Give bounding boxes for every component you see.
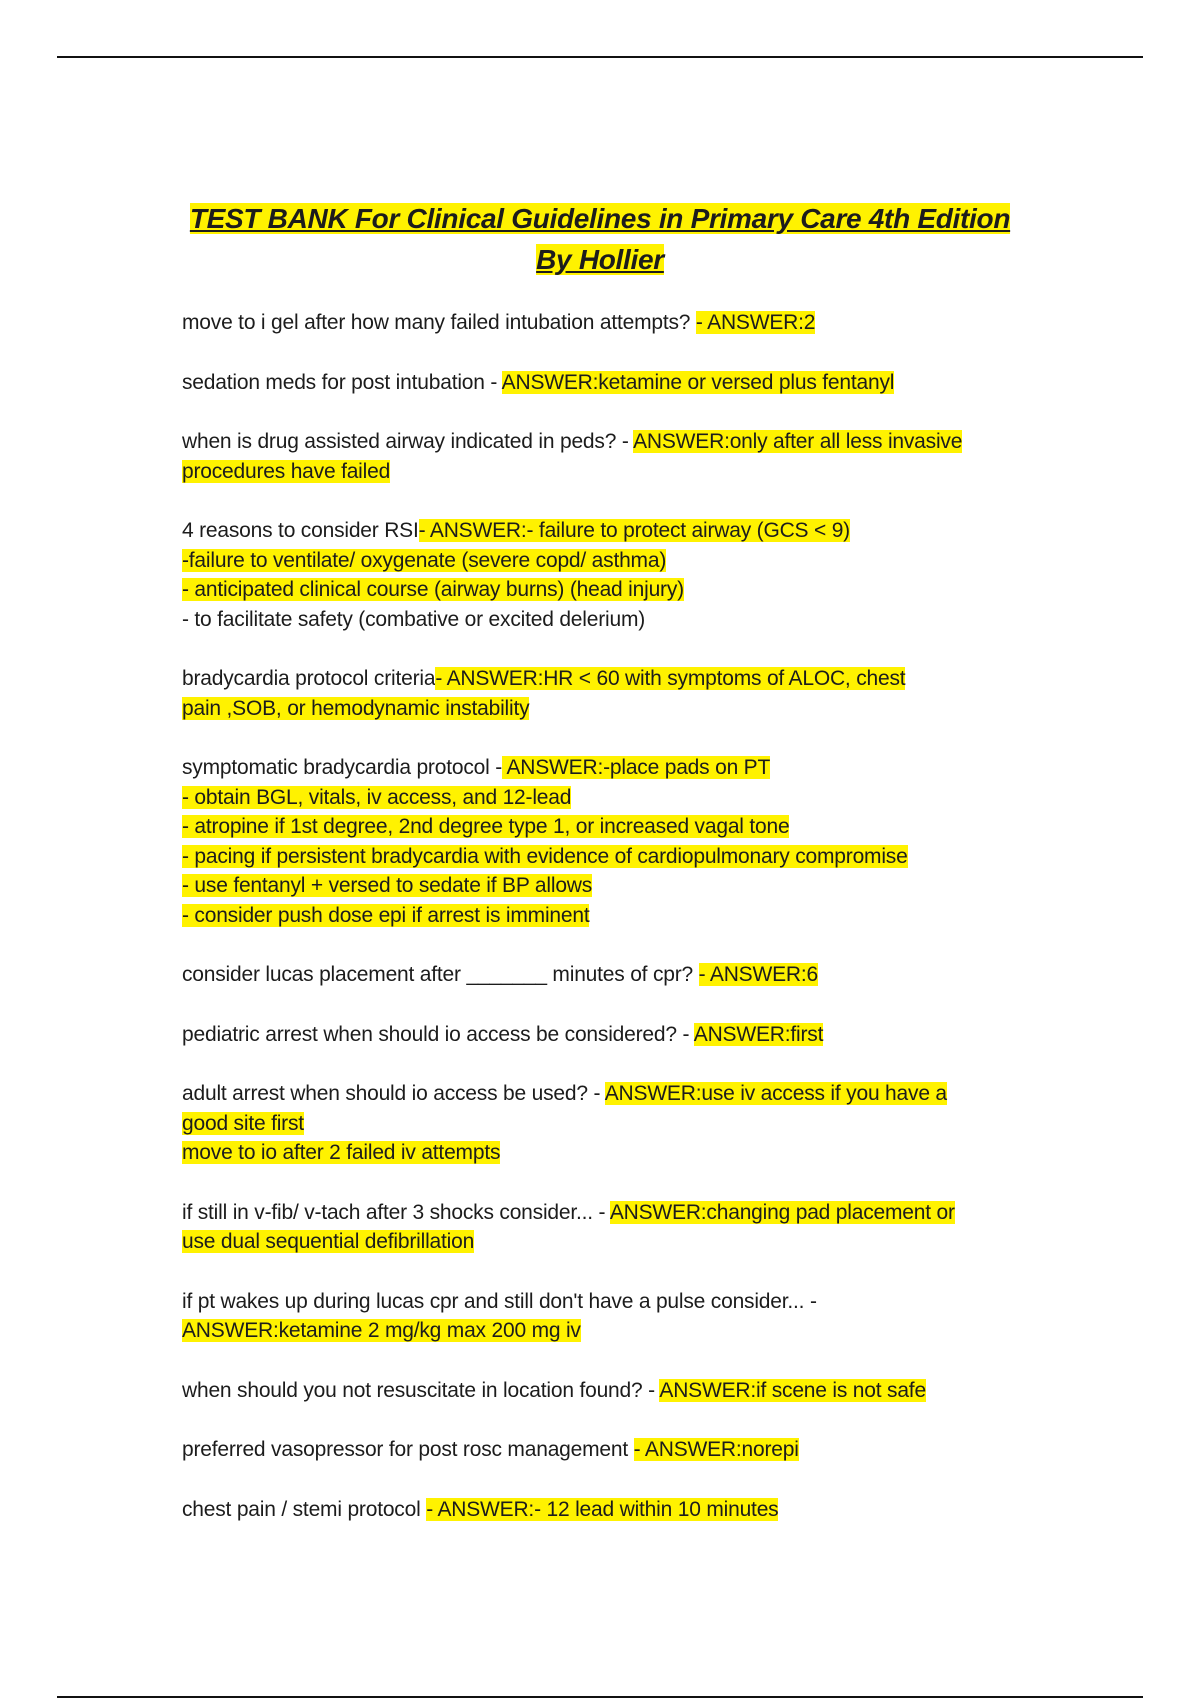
question-text: consider lucas placement after _______ minutes of cpr? (182, 963, 699, 986)
question-text: when is drug assisted airway indicated in peds? - (182, 430, 634, 453)
qa-item (182, 516, 1022, 634)
qa-item (182, 368, 1022, 398)
answer-text: good site first (182, 1111, 304, 1135)
qa-item (182, 1020, 1022, 1050)
question-text: bradycardia protocol criteria (182, 667, 436, 690)
question-text: if pt wakes up during lucas cpr and still don't have a pulse consider... - (182, 1289, 817, 1313)
answer-tail-text: - to facilitate safety (combative or excited delerium) (182, 607, 646, 631)
answer-text: ANSWER:ketamine or versed plus fentanyl (501, 370, 895, 394)
qa-item (182, 1287, 1022, 1346)
answer-text: ANSWER:-place pads on PT (502, 756, 771, 779)
answer-text: - ANSWER:norepi (633, 1438, 799, 1461)
answer-text: pain ,SOB, or hemodynamic instability (182, 696, 530, 720)
answer-text: - ANSWER:6 (698, 963, 818, 986)
answer-text: -failure to ventilate/ oxygenate (severe copd/ asthma) (182, 548, 667, 572)
qa-item (182, 664, 1022, 723)
answer-text: ANSWER:use iv access if you have a (604, 1082, 947, 1105)
question-text: move to i gel after how many failed intubation attempts? (182, 311, 696, 334)
qa-item (182, 1198, 1022, 1257)
answer-text: - obtain BGL, vitals, iv access, and 12-lead (182, 785, 572, 809)
answer-text: - anticipated clinical course (airway burns) (head injury) (182, 578, 684, 601)
qa-item (182, 960, 1022, 990)
answer-text: ANSWER:only after all less invasive (633, 430, 963, 453)
answer-text: move to io after 2 failed iv attempts (182, 1141, 501, 1164)
qa-item (182, 753, 1022, 930)
answer-text: ANSWER:ketamine 2 mg/kg max 200 mg iv (182, 1319, 581, 1342)
question-text: if still in v-fib/ v-tach after 3 shocks consider... - (182, 1200, 610, 1224)
qa-item (182, 308, 1022, 338)
question-text: chest pain / stemi protocol (182, 1497, 427, 1521)
title-line-1: TEST BANK For Clinical Guidelines in Primary Care 4th Edition (189, 203, 1011, 234)
answer-text: procedures have failed (182, 459, 391, 483)
answer-text: ANSWER:if scene is not safe (659, 1378, 926, 1402)
answer-text: - use fentanyl + versed to sedate if BP allows (182, 874, 593, 897)
answer-text: - ANSWER:2 (695, 311, 816, 334)
question-text: when should you not resuscitate in location found? - (182, 1378, 660, 1402)
question-text: preferred vasopressor for post rosc management (182, 1438, 634, 1461)
qa-item (182, 1435, 1022, 1465)
qa-item (182, 427, 1022, 486)
qa-item (182, 1079, 1022, 1168)
answer-text: - ANSWER:HR < 60 with symptoms of ALOC, chest (435, 667, 906, 690)
header-rule (57, 56, 1143, 58)
footer-rule (57, 1696, 1143, 1698)
answer-text: ANSWER:first (693, 1022, 824, 1046)
document-title (150, 198, 1050, 280)
qa-item (182, 1376, 1022, 1406)
answer-text: - ANSWER:- 12 lead within 10 minutes (426, 1497, 779, 1521)
question-text: pediatric arrest when should io access be considered? - (182, 1022, 694, 1046)
question-text: symptomatic bradycardia protocol - (182, 756, 502, 779)
answer-text: - pacing if persistent bradycardia with evidence of cardiopulmonary compromise (182, 844, 908, 868)
answer-text: ANSWER:changing pad placement or (609, 1200, 955, 1224)
answer-text: - consider push dose epi if arrest is imminent (182, 903, 590, 927)
qa-list (182, 308, 1022, 1554)
question-text: 4 reasons to consider RSI (182, 519, 419, 542)
answer-text: - ANSWER:- failure to protect airway (GCS < 9) (418, 519, 850, 542)
answer-text: use dual sequential defibrillation (182, 1230, 475, 1253)
question-text: adult arrest when should io access be used? - (182, 1082, 605, 1105)
question-text: sedation meds for post intubation - (182, 370, 502, 394)
title-line-2: By Hollier (536, 244, 664, 275)
answer-text: - atropine if 1st degree, 2nd degree type 1, or increased vagal tone (182, 815, 790, 838)
qa-item (182, 1495, 1022, 1525)
